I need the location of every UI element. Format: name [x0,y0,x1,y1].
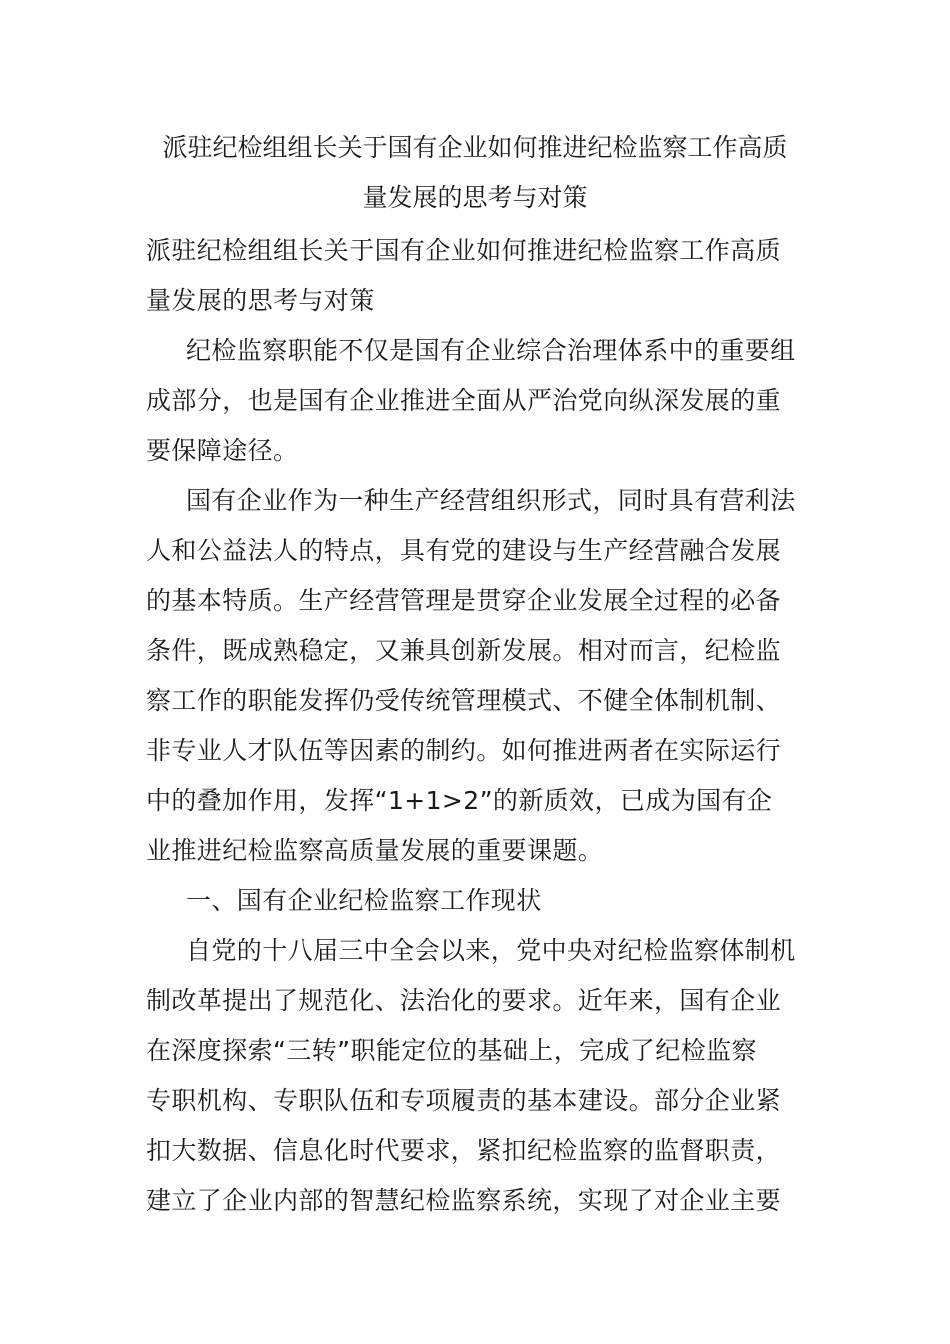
paragraph-2-line-1: 国有企业作为一种生产经营组织形式，同时具有营利法 [186,486,796,515]
document-title-line-2: 量发展的思考与对策 [362,183,588,212]
paragraph-1-line-3: 要保障途径。 [146,436,299,465]
paragraph-3-line-1: 自党的十八届三中全会以来，党中央对纪检监察体制机 [186,936,796,965]
document-title-line-1: 派驻纪检组组长关于国有企业如何推进纪检监察工作高质 [162,133,788,162]
paragraph-3-line-3: 在深度探索“三转”职能定位的基础上，完成了纪检监察 [146,1036,757,1065]
paragraph-2-line-4: 条件，既成熟稳定，又兼具创新发展。相对而言，纪检监 [146,636,782,665]
paragraph-1-line-1: 纪检监察职能不仅是国有企业综合治理体系中的重要组 [186,336,796,365]
paragraph-2-line-6: 非专业人才队伍等因素的制约。如何推进两者在实际运行 [146,736,782,765]
section-heading-1: 一、国有企业纪检监察工作现状 [186,886,542,915]
paragraph-3-line-6: 建立了企业内部的智慧纪检监察系统，实现了对企业主要 [146,1186,782,1215]
paragraph-2-line-7: 中的叠加作用，发挥“1+1>2”的新质效，已成为国有企 [146,786,773,815]
paragraph-2-line-2: 人和公益法人的特点，具有党的建设与生产经营融合发展 [146,536,782,565]
paragraph-2-line-8: 业推进纪检监察高质量发展的重要课题。 [146,836,604,865]
heading-line-1: 派驻纪检组组长关于国有企业如何推进纪检监察工作高质 [146,236,782,265]
paragraph-3-line-2: 制改革提出了规范化、法治化的要求。近年来，国有企业 [146,986,782,1015]
heading-line-2: 量发展的思考与对策 [146,286,375,315]
paragraph-3-line-5: 扣大数据、信息化时代要求，紧扣纪检监察的监督职责， [146,1136,782,1165]
paragraph-3-line-4: 专职机构、专职队伍和专项履责的基本建设。部分企业紧 [146,1086,782,1115]
paragraph-2-line-5: 察工作的职能发挥仍受传统管理模式、不健全体制机制、 [146,686,782,715]
paragraph-2-line-3: 的基本特质。生产经营管理是贯穿企业发展全过程的必备 [146,586,782,615]
paragraph-1-line-2: 成部分，也是国有企业推进全面从严治党向纵深发展的重 [146,386,782,415]
